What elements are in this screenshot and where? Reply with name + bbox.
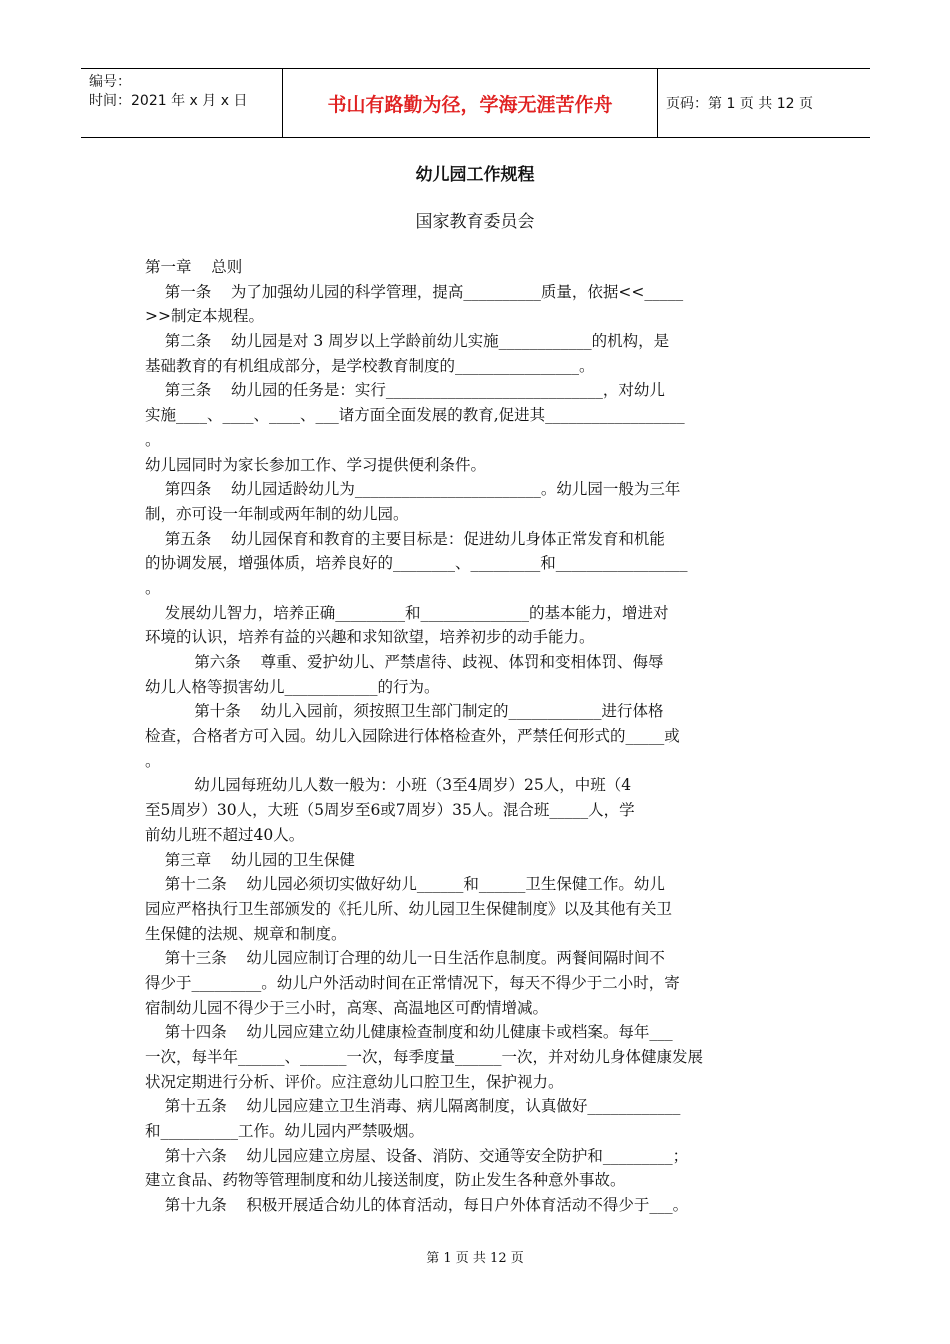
body-line: 至5周岁）30人，大班（5周岁至6或7周岁）35人。混合班_____人，学 [145, 801, 635, 820]
body-line: 基础教育的有机组成部分，是学校教育制度的________________。 [145, 356, 595, 375]
body-line: 第三章 幼儿园的卫生保健 [145, 850, 355, 869]
body-line: >>制定本规程。 [145, 307, 264, 326]
header-meta [81, 69, 283, 137]
body-line: 。 [145, 578, 161, 597]
page-footer: 第 1 页 共 12 页 [426, 1251, 524, 1266]
body-line: 环境的认识，培养有益的兴趣和求知欲望，培养初步的动手能力。 [145, 628, 595, 647]
body-line: 建立食品、药物等管理制度和幼儿接送制度，防止发生各种意外事故。 [145, 1171, 626, 1190]
body-line: 第十四条 幼儿园应建立幼儿健康检查制度和幼儿健康卡或档案。每年___ [145, 1023, 673, 1042]
body-line: 第一条 为了加强幼儿园的科学管理，提高__________质量，依据<<_____ [145, 282, 684, 301]
body-line: 实施____、____、____、___诸方面全面发展的教育,促进其__________________ [145, 406, 685, 425]
body-line: 第十三条 幼儿园应制订合理的幼儿一日生活作息制度。两餐间隔时间不 [145, 949, 665, 968]
body-line: 第二条 幼儿园是对 3 周岁以上学龄前幼儿实施____________的机构，是 [145, 332, 670, 351]
body-line: 第十六条 幼儿园应建立房屋、设备、消防、交通等安全防护和_________； [145, 1146, 689, 1165]
body-line: 第十条 幼儿入园前，须按照卫生部门制定的____________进行体格 [145, 702, 664, 721]
document-title: 幼儿园工作规程 [415, 165, 535, 185]
header-page-info: 页码：第 1 页 共 12 页 [666, 96, 813, 112]
body-line: 和__________工作。幼儿园内严禁吸烟。 [145, 1122, 425, 1141]
document-subtitle: 国家教育委员会 [415, 212, 535, 232]
body-line: 第三条 幼儿园的任务是：实行____________________________，对幼儿 [145, 381, 665, 400]
body-line: 第一章 总则 [145, 258, 243, 276]
body-line: 第十五条 幼儿园应建立卫生消毒、病儿隔离制度，认真做好____________ [145, 1097, 681, 1116]
body-line: 前幼儿班不超过40人。 [145, 825, 305, 844]
body-line: 生保健的法规、规章和制度。 [145, 924, 347, 943]
body-line: 宿制幼儿园不得少于三小时，高寒、高温地区可酌情增减。 [145, 998, 549, 1017]
document-header [81, 68, 870, 138]
body-line: 发展幼儿智力，培养正确_________和______________的基本能力，增进对 [145, 603, 669, 622]
header-motto: 书山有路勤为径，学海无涯苦作舟 [283, 69, 658, 137]
body-line: 。 [145, 751, 161, 770]
body-line: 幼儿园同时为家长参加工作、学习提供便利条件。 [145, 455, 487, 474]
document-body [145, 255, 810, 1218]
body-line: 制，亦可设一年制或两年制的幼儿园。 [145, 504, 409, 523]
body-line: 园应严格执行卫生部颁发的《托儿所、幼儿园卫生保健制度》以及其他有关卫 [145, 899, 673, 918]
document-date: 时间：2021 年 x 月 x 日 [89, 93, 248, 109]
body-line: 幼儿人格等损害幼儿____________的行为。 [145, 677, 440, 696]
body-line: 状况定期进行分析、评价。应注意幼儿口腔卫生，保护视力。 [145, 1072, 564, 1091]
body-line: 第五条 幼儿园保育和教育的主要目标是：促进幼儿身体正常发育和机能 [145, 529, 665, 548]
body-line: 幼儿园每班幼儿人数一般为：小班（3至4周岁）25人，中班（4 [145, 776, 632, 795]
body-line: 得少于_________。幼儿户外活动时间在正常情况下，每天不得少于二小时，寄 [145, 973, 680, 992]
document-number-label: 编号： [89, 74, 131, 90]
body-line: 第十二条 幼儿园必须切实做好幼儿______和______卫生保健工作。幼儿 [145, 875, 665, 894]
body-line: 。 [145, 430, 161, 449]
body-line: 第六条 尊重、爱护幼儿、严禁虐待、歧视、体罚和变相体罚、侮辱 [145, 653, 664, 671]
body-line: 第十九条 积极开展适合幼儿的体育活动，每日户外体育活动不得少于___。 [145, 1196, 689, 1215]
body-line: 检查，合格者方可入园。幼儿入园除进行体格检查外，严禁任何形式的_____或 [145, 727, 680, 746]
body-line: 第四条 幼儿园适龄幼儿为________________________。幼儿园一般为三年 [145, 480, 681, 499]
body-line: 的协调发展，增强体质，培养良好的________、_________和_________________ [145, 554, 688, 573]
body-line: 一次，每半年______、______一次，每季度量______一次，并对幼儿身体健康发展 [145, 1048, 704, 1066]
